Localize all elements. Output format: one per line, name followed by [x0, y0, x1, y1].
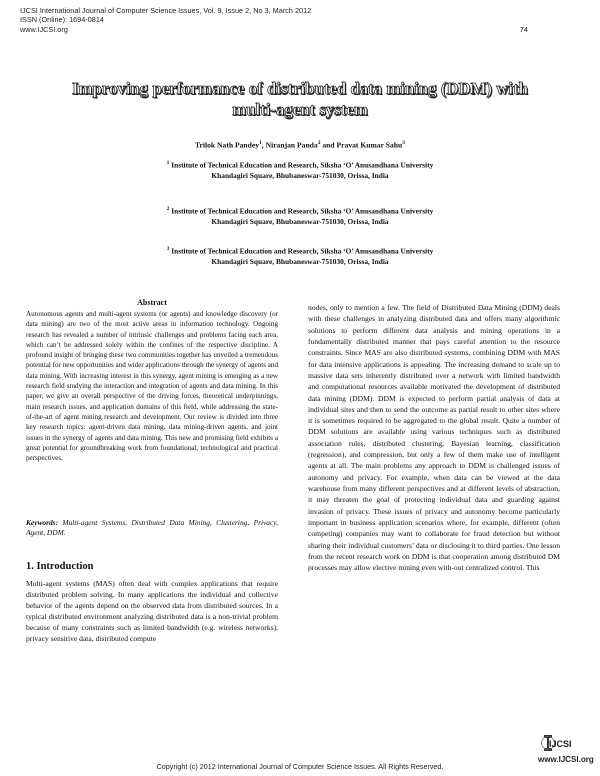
keywords-label: Keywords:: [26, 518, 59, 527]
journal-header: [20, 6, 580, 34]
journal-website[interactable]: www.IJCSI.org: [20, 24, 68, 34]
introduction-body: [26, 578, 278, 645]
author-sep-1: ,: [261, 140, 266, 150]
author-list: [40, 140, 560, 150]
affiliation-2-sup: 2: [166, 206, 170, 212]
affiliation-1-line-1: Institute of Technical Education and Research, Siksha ‘O’ Anusandhana University: [169, 160, 434, 170]
affiliation-2-line-2: Khandagiri Square, Bhubaneswar-751030, Orissa, India: [211, 217, 389, 227]
abstract-heading: Abstract: [137, 298, 167, 307]
affiliation-3-line-2: Khandagiri Square, Bhubaneswar-751030, Orissa, India: [211, 257, 389, 267]
journal-citation: IJCSI International Journal of Computer Science Issues, Vol. 9, Issue 2, No 3, March 2012: [20, 6, 312, 15]
affiliation-3: [40, 244, 560, 267]
abstract-body: [26, 309, 278, 463]
keywords: [26, 518, 278, 539]
author-2-sup: 2: [317, 140, 321, 146]
page-number: 74: [519, 24, 528, 34]
author-sep-2: and: [320, 140, 337, 150]
author-3-sup: 3: [402, 140, 405, 146]
right-column-body: [308, 302, 560, 574]
title-line-1: Improving performance of distributed data mining (DDM) with: [71, 79, 529, 98]
title-line-2: multi-agent system: [232, 100, 368, 119]
author-3: Pravat Kumar Sahu: [336, 140, 403, 150]
affiliation-3-line-1: Institute of Technical Education and Research, Siksha ‘O’ Anusandhana University: [169, 246, 434, 256]
ijcsi-logo-text: IJCSI: [549, 739, 572, 749]
ijcsi-logo-url: www.IJCSI.org: [538, 755, 594, 764]
affiliation-2: [40, 204, 560, 227]
author-1: Trilok Nath Pandey: [195, 140, 260, 150]
affiliation-2-line-1: Institute of Technical Education and Research, Siksha ‘O’ Anusandhana University: [169, 206, 434, 216]
affiliation-3-sup: 3: [166, 246, 170, 252]
affiliation-1-line-2: Khandagiri Square, Bhubaneswar-751030, Orissa, India: [211, 171, 389, 181]
author-1-sup: 1: [259, 140, 262, 146]
paper-title: [40, 78, 560, 120]
section-heading-introduction: 1. Introduction: [26, 561, 94, 572]
affiliation-1: [40, 158, 560, 181]
copyright-footer: Copyright (c) 2012 International Journal of Computer Science Issues. All Rights Reserved.: [156, 762, 444, 771]
author-2: Niranjan Panda: [265, 140, 318, 150]
right-column-text: nodes, only to mention a few. The field of Distributed Data Mining (DDM) deals with these challenges in analyzing distributed data and offers many algorithmic solutions to perform different data analysis and mining operations in a fundamentally distributed manner that pays careful attention to the resource constraints. Since MAS are also distributed systems, combining DDM with MAS for data intensive applications is appealing. The increasing demand to scale up to massive data sets inherently distributed over a network with limited bandwidth and computational resources available motivated the development of distributed data mining (DDM). DDM is expected to perform partial analysis of data at individual sites and then to send the outcome as partial result to other sites where it is sometimes required to be aggregated to the global result. Quite a number of DDM solutions are available using various techniques such as distributed association rules, distributed clustering, Bayesian learning, classification (regression), and compression, but only a few of them make use of intelligent agents at all. The main problems any approach to DDM is challenged issues of autonomy and privacy. For example, when data can be viewed at the data warehouse from many different perspectives and at different levels of abstraction, it may threaten the goal of protecting individual data and guarding against invasion of privacy. These issues of privacy and autonomy become particularly important in business application scenarios where, for example, different (often competing) companies may want to collaborate for fraud detection but without sharing their individual customers’ data or disclosing it to third parties. One lesson from the recent research work on DDM is that cooperation among distributed DM processes may allow elective mining even with-out centralized control. This: [308, 303, 560, 573]
affiliation-1-sup: 1: [166, 160, 170, 166]
introduction-text: Multi-agent systems (MAS) often deal with complex applications that require distributed problem solving. In many applications the individual and collective behavior of the agents depend on the observed data from distributed sources. In a typical distributed environment analyzing distributed data is a non-trivial problem because of many constraints such as limited bandwidth (e.g. wireless networks), privacy sensitive data, distributed compute: [26, 579, 278, 644]
keywords-text: Multi-agent Systems, Distributed Data Mining, Clustering, Privacy, Agent, DDM.: [26, 518, 278, 538]
abstract-text: Autonomous agents and multi-agent systems (or agents) and knowledge discovery (or data mining) are two of the most active areas in information technology. Ongoing research has revealed a number of intrinsic challenges and problems facing each area, which can’t be addressed solely within the confines of the respective discipline. A profound insight of bringing these two communities together has unveiled a tremendous potential for new opportunities and wider applications through the synergy of agents and data mining. With increasing interest in this synergy, agent mining is emerging as a new research field studying the interaction and integration of agents and data mining. In this paper, we give an overall perspective of the driving forces, theoretical underpinnings, main research issues, and application domains of this field, while addressing the state-of-the-art of agent mining research and development. Our review is divided into three key research topics: agent-driven data mining, data mining-driven agents, and joint issues in the synergy of agents and data mining. This new and promising field exhibits a great potential for groundbreaking work from foundational, technological and practical perspectives.: [26, 310, 278, 463]
issn: ISSN (Online): 1694-0814: [20, 15, 104, 25]
ijcsi-logo: [535, 733, 594, 773]
